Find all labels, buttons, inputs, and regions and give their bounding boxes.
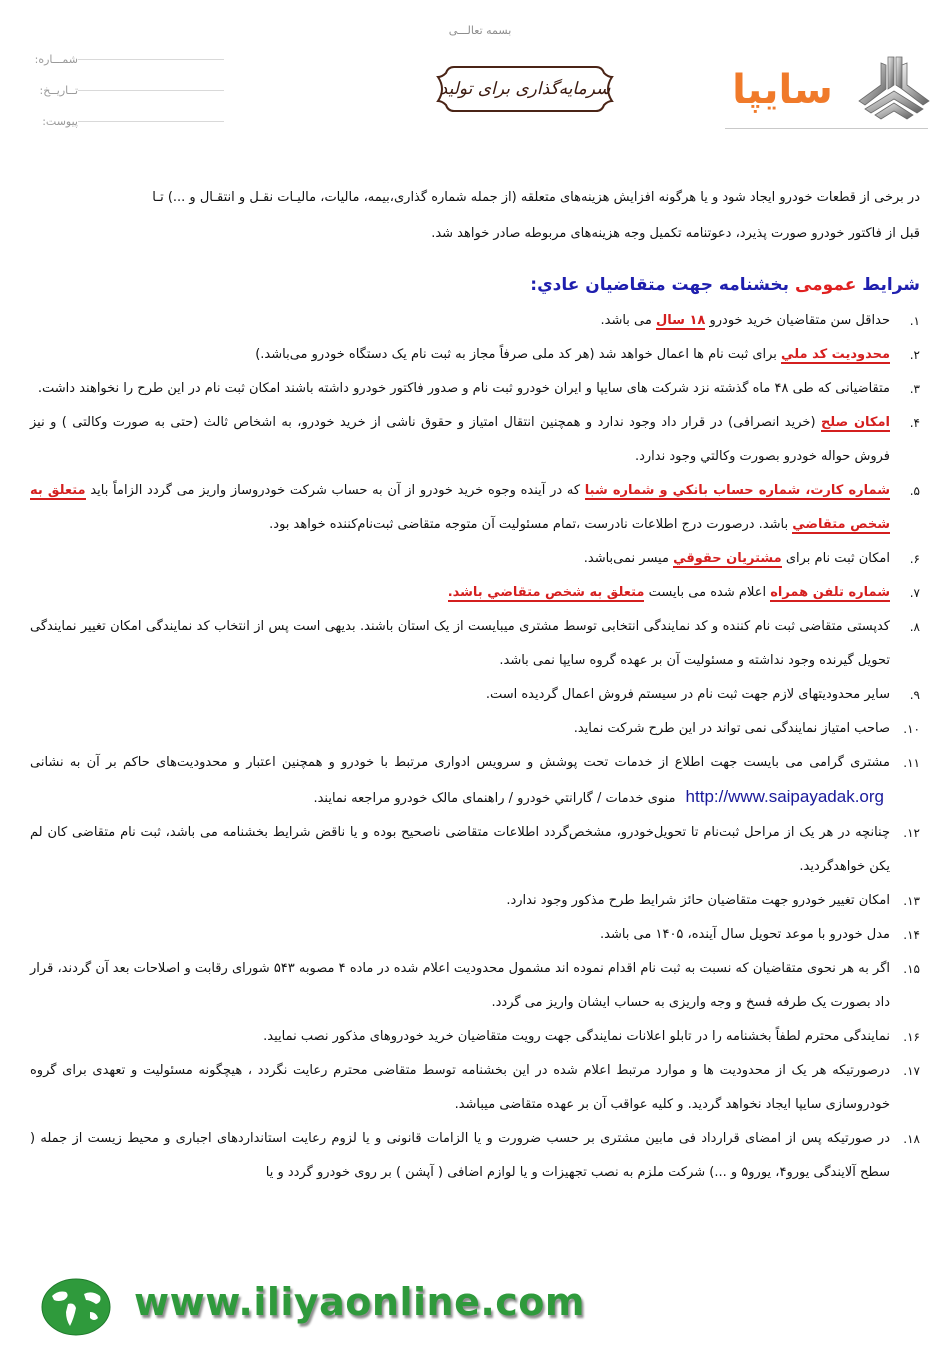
item-text: منوی خدمات / گارانتي خودرو / راهنمای مالک خودرو مراجعه نمایند.: [313, 791, 676, 806]
list-item: [30, 816, 920, 884]
item-text: مشتری گرامی می بایست جهت اطلاع از خدمات تحت پوشش و سرویس ادواری مرتبط با خودرو و همچنین اعتبار و محدودیت‌های حاکم بر آن به نشانی: [30, 755, 890, 770]
list-item: [30, 884, 920, 918]
attachment-field: [30, 106, 230, 137]
item-text: درصورتیکه هر یک از محدودیت ها و موارد مرتبط اعلام شده در این بخشنامه توسط متقاضی محترم رعایت نگردد ، هیچگونه مسئولیت و تعهدی برای گروه خودروسازی سایپا ایجاد نخواهد گردید. و کلیه عواقب آن بر عهده متقاضی میباشد.: [30, 1063, 890, 1112]
section-title-part1: شرایط: [862, 275, 920, 295]
item-text: اعلام شده می بایست: [648, 585, 767, 600]
section-title-part2: عمومی: [794, 275, 857, 295]
globe-icon: [40, 1278, 112, 1336]
letterhead: [0, 0, 949, 150]
watermark-url: www.iliyaonline.com: [134, 1280, 586, 1324]
list-item: [30, 1122, 920, 1190]
list-item: [30, 1054, 920, 1122]
date-line: [78, 90, 224, 91]
document-body: [30, 180, 920, 1190]
item-text: امکان تغییر خودرو جهت متقاضیان حائز شرایط طرح مذکور وجود ندارد.: [506, 893, 890, 908]
header-divider: [725, 128, 928, 129]
item-number: ۵.: [909, 484, 920, 498]
number-label: شمـــاره:: [34, 53, 78, 66]
list-item: [30, 678, 920, 712]
item-highlight: شماره تلفن همراه: [770, 585, 890, 600]
item-highlight: متعلق به شخص متقاضي: [30, 483, 890, 532]
item-text: (خرید انصرافی) در قرار داد وجود ندارد و همچنین انتقال امتیاز و حقوق ناشی از خرید خودرو، به اشخاص ثالث (حتی به صورت وکالتی ) و نیز فروش حواله خودرو بصورت وکالتي وجود ندارد.: [30, 415, 890, 464]
item-number: ۱.: [909, 314, 920, 328]
item-text: متقاضیانی که طی ۴۸ ماه گذشته نزد شرکت های سایپا و ایران خودرو ثبت نام و صدور فاکتور خودرو داشته باشند امکان ثبت نام در این طرح را نخواهند داشت.: [37, 381, 890, 396]
item-text: برای ثبت نام ها اعمال خواهد شد (هر کد ملی صرفاً مجاز به ثبت نام یک دستگاه خودرو می‌باشد.): [255, 347, 777, 362]
item-number: ۸.: [909, 620, 920, 634]
letter-meta-fields: [30, 44, 230, 137]
item-text: چنانچه در هر یک از مراحل ثبت‌نام تا تحویل‌خودرو، مشخص‌گردد اطلاعات متقاضی ناصحیح بوده و یا ناقض شرایط بخشنامه می باشد، ثبت نام متقاضی کان لم یکن خواهدگردید.: [30, 825, 890, 874]
item-highlight: متعلق به شخص متقاضي باشد.: [447, 585, 645, 600]
intro-line-2: قبل از فاکتور خودرو صورت پذیرد، دعوتنامه تکمیل وجه هزینه‌های مربوطه صادر خواهد شد.: [431, 226, 920, 241]
item-text: سایر محدودیتهای لازم جهت ثبت نام در سیستم فروش اعمال گردیده است.: [485, 687, 890, 702]
item-text: میسر نمی‌باشد.: [583, 551, 669, 566]
list-item: [30, 304, 920, 338]
list-item: [30, 610, 920, 678]
item-text: اگر به هر نحوی متقاضیان که نسبت به ثبت نام اقدام نموده اند مشمول محدودیت اعلام شده در ماده ۴ مصوبه ۵۴۳ شورای رقابت و اصلاحات بعد آن گردند، قرار داد بصورت یک طرفه فسخ و وجه واریزی به حساب ایشان واریز می گردد.: [30, 961, 890, 1010]
item-text: باشد. درصورت درج اطلاعات نادرست ،تمام مسئولیت آن متوجه متقاضی ثبت‌نام‌کننده خواهد بود.: [269, 517, 789, 532]
bismillah-text: بسمه تعالـــی: [448, 24, 512, 37]
list-item: [30, 338, 920, 372]
conditions-list: [30, 304, 920, 1190]
item-text: در صورتیکه پس از امضای قرارداد فی مابین مشتری بر حسب ضرورت و یا الزامات قانونی و یا لزوم رعایت استانداردهای اجباری و محیط زیست از جمله ( سطح آلایندگی یورو۴، یورو۵ و ...) شرکت ملزم به نصب تجهیزات و یا لوازم اضافی ( آپشن ) بر روی خودرو گردد و یا: [30, 1131, 890, 1180]
section-title: [30, 266, 920, 304]
item-number: ۱۸.: [903, 1132, 920, 1146]
item-number: ۲.: [909, 348, 920, 362]
item-text: مدل خودرو با موعد تحویل سال آینده، ۱۴۰۵ می باشد.: [599, 927, 890, 942]
item-number: ۳.: [909, 382, 920, 396]
item-text: حداقل سن متقاضیان خرید خودرو: [709, 313, 890, 328]
list-item: [30, 746, 920, 816]
list-item: [30, 406, 920, 474]
item-text: کدپستی متقاضی ثبت نام کننده و کد نمایندگی انتخابی توسط مشتری میبایست از یک استان باشند. بدیهی است پس از انتخاب کد نمایندگی امکان تغییر نمایندگی تحویل گیرنده وجود نداشته و مسئولیت آن بر عهده گروه سایپا نمی باشد.: [30, 619, 890, 668]
item-number: ۱۶.: [903, 1030, 920, 1044]
slogan-badge: [432, 63, 618, 115]
list-item: [30, 712, 920, 746]
item-number: ۱۲.: [903, 826, 920, 840]
list-item: [30, 576, 920, 610]
item-number: ۱۳.: [903, 894, 920, 908]
saipa-wordmark: سایپا: [732, 67, 833, 113]
item-text: می باشد.: [600, 313, 652, 328]
list-item: [30, 372, 920, 406]
list-item: [30, 542, 920, 576]
number-field: [30, 44, 230, 75]
item-number: ۷.: [909, 586, 920, 600]
saipa-emblem-icon: [855, 55, 933, 121]
section-title-part3: بخشنامه جهت متقاضیان عادي:: [530, 275, 790, 295]
item-number: ۴.: [909, 416, 920, 430]
watermark-footer: [38, 1276, 678, 1340]
item-text: صاحب امتیاز نمایندگی نمی تواند در این طرح شرکت نماید.: [573, 721, 890, 736]
date-label: تــاریــخ:: [39, 84, 78, 97]
list-item: [30, 474, 920, 542]
item-number: ۶.: [909, 552, 920, 566]
list-item: [30, 918, 920, 952]
number-line: [78, 59, 224, 60]
saipayadak-link[interactable]: http://www.saipayadak.org: [685, 787, 884, 806]
item-highlight: شماره کارت، شماره حساب بانکي و شماره شبا: [584, 483, 890, 498]
item-number: ۱۵.: [903, 962, 920, 976]
item-number: ۹.: [909, 688, 920, 702]
list-item: [30, 952, 920, 1020]
item-highlight: محدودیت کد ملي: [781, 347, 890, 362]
item-text: امکان ثبت نام برای: [785, 551, 890, 566]
date-field: [30, 75, 230, 106]
item-number: ۱۷.: [903, 1064, 920, 1078]
intro-line-1: در برخی از قطعات خودرو ایجاد شود و یا هرگونه افزایش هزینه‌های متعلقه (از جمله شماره گذاری،بیمه، مالیات، مالیـات نقـل و انتقـال و ...) تـا: [152, 190, 920, 205]
item-text: که در آینده وجوه خرید خودرو از آن به حساب شرکت خودروساز واریز می گردد الزاماً باید: [90, 483, 581, 498]
item-highlight: ۱۸ سال: [656, 313, 706, 328]
attachment-line: [78, 121, 224, 122]
attachment-label: پیوست:: [42, 115, 78, 128]
item-highlight: مشتریان حقوقي: [673, 551, 782, 566]
item-text: نمایندگی محترم لطفاً بخشنامه را در تابلو اعلانات نمایندگی جهت رویت متقاضیان خرید خودروهای مذکور نصب نمایید.: [263, 1029, 890, 1044]
saipa-logo: [720, 50, 935, 130]
item-number: ۱۰.: [903, 722, 920, 736]
list-item: [30, 1020, 920, 1054]
slogan-text: سرمایه‌گذاری برای تولید: [439, 79, 611, 99]
item-number: ۱۱.: [903, 756, 920, 770]
item-number: ۱۴.: [903, 928, 920, 942]
item-highlight: امکان صلح: [820, 415, 890, 430]
